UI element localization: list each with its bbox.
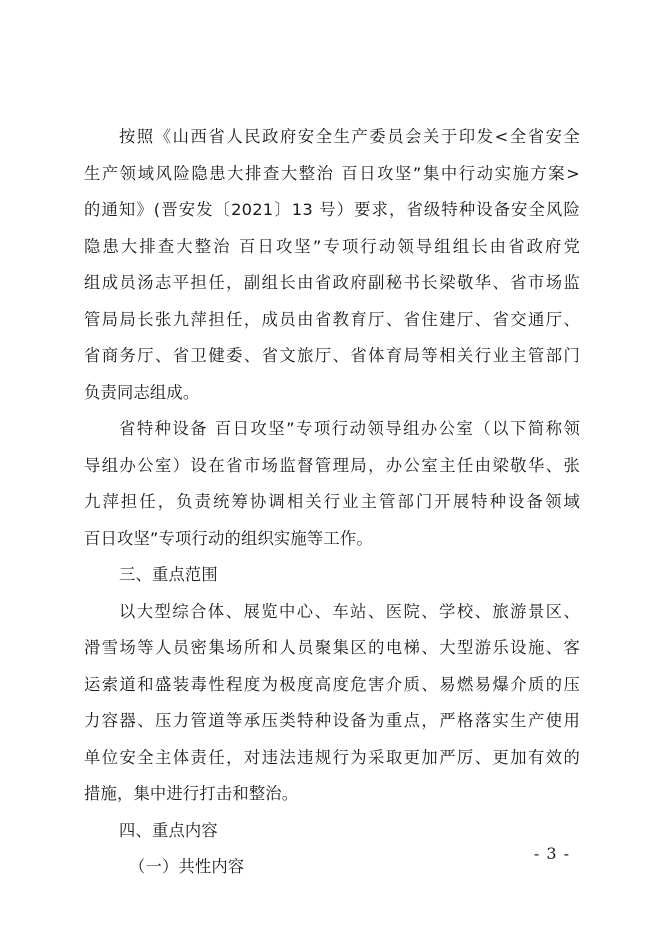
text-line: 导组办公室）设在省市场监督管理局，办公室主任由梁敬华、张	[84, 455, 580, 475]
text-line: 运索道和盛装毒性程度为极度高度危害介质、易燃易爆介质的压	[84, 674, 580, 694]
document-body	[84, 119, 580, 886]
text-line: 隐患大排查大整治 百日攻坚”专项行动领导组组长由省政府党	[84, 236, 580, 256]
heading-key-scope	[84, 557, 580, 594]
text-line: 百日攻坚”专项行动的组织实施等工作。	[84, 528, 373, 548]
page-number: - 3 -	[533, 844, 570, 863]
subsection-heading: （一）共性内容	[129, 857, 245, 876]
text-line: 以大型综合体、展览中心、车站、医院、学校、旅游景区、	[119, 601, 580, 621]
section-heading: 三、重点范围	[119, 565, 218, 584]
text-line: 负责同志组成。	[84, 382, 200, 402]
text-line: 措施，集中进行打击和整治。	[84, 784, 299, 803]
heading-key-content	[84, 813, 580, 850]
text-line: 的通知》(晋安发〔2021〕13 号）要求，省级特种设备安全风险	[84, 200, 580, 219]
text-line: 生产领域风险隐患大排查大整治 百日攻坚”集中行动实施方案>	[84, 163, 580, 183]
paragraph-office	[84, 411, 580, 557]
text-line: 滑雪场等人员密集场所和人员聚集区的电梯、大型游乐设施、客	[84, 638, 580, 657]
text-line: 省特种设备 百日攻坚”专项行动领导组办公室（以下简称领	[119, 419, 580, 438]
text-line: 单位安全主体责任，对违法违规行为采取更加严厉、更加有效的	[84, 747, 580, 767]
text-line: 组成员汤志平担任，副组长由省政府副秘书长梁敬华、省市场监	[84, 273, 580, 292]
text-line: 按照《山西省人民政府安全生产委员会关于印发<全省安全	[119, 127, 580, 146]
text-line: 管局局长张九萍担任，成员由省教育厅、省住建厅、省交通厅、	[84, 309, 580, 329]
section-heading: 四、重点内容	[119, 820, 218, 840]
subheading-common-content	[84, 849, 580, 886]
paragraph-leadership-group	[84, 119, 580, 411]
paragraph-key-scope	[84, 594, 580, 813]
text-line: 力容器、压力管道等承压类特种设备为重点，严格落实生产使用	[84, 711, 580, 730]
text-line: 省商务厅、省卫健委、省文旅厅、省体育局等相关行业主管部门	[84, 346, 580, 365]
text-line: 九萍担任，负责统筹协调相关行业主管部门开展特种设备领域	[84, 492, 580, 511]
